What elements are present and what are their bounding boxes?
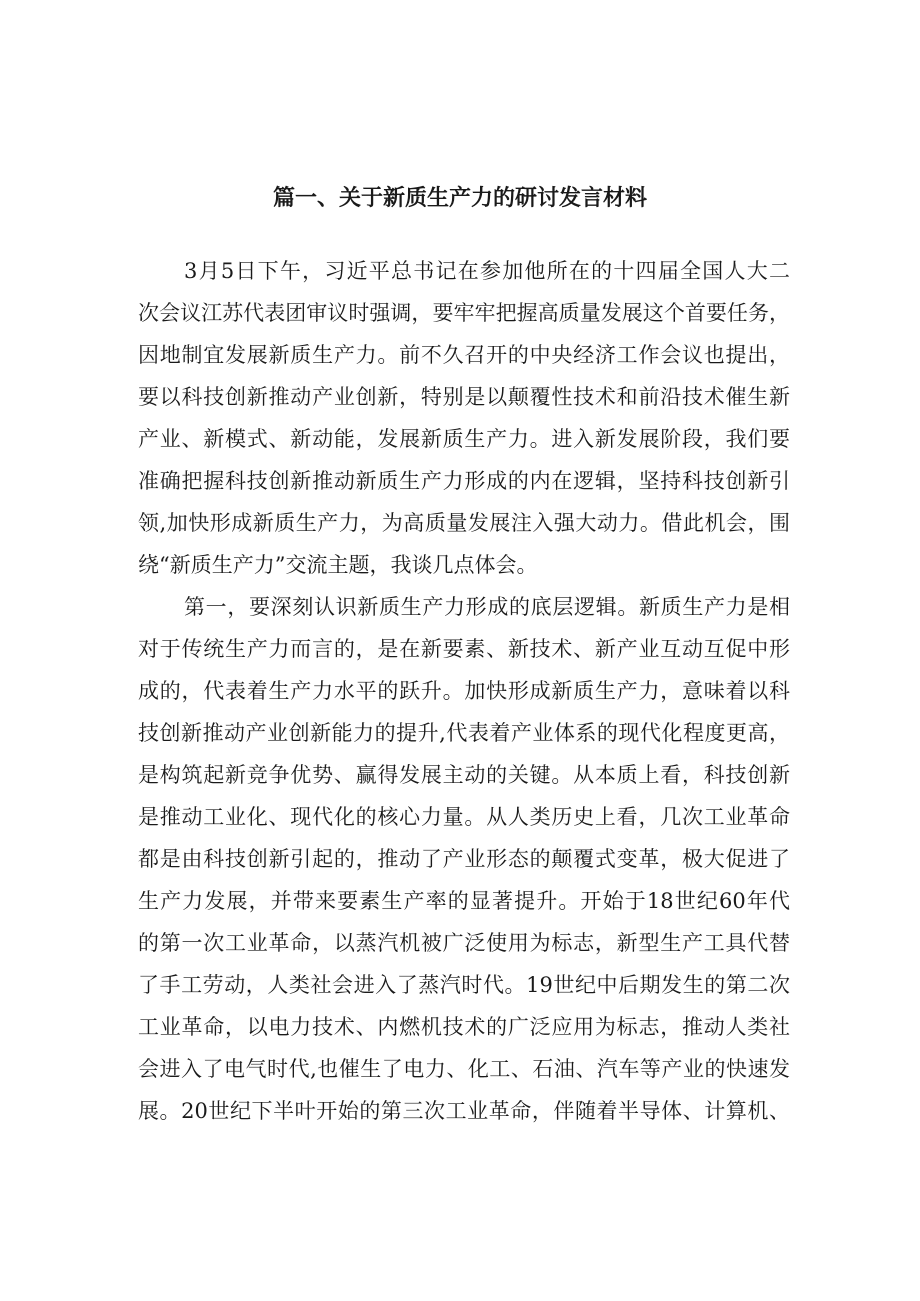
- text-line: 绕“新质生产力”交流主题，我谈几点体会。: [138, 553, 538, 577]
- text-line: 次会议江苏代表团审议时强调，要牢牢把握高质量发展这个首要任务，: [138, 301, 790, 325]
- text-line: 成的，代表着生产力水平的跃升。加快形成新质生产力，意味着以科: [138, 679, 790, 703]
- text-line: 领,加快形成新质生产力，为高质量发展注入强大动力。借此机会，围: [138, 511, 790, 535]
- text-line: 因地制宜发展新质生产力。前不久召开的中央经济工作会议也提出，: [138, 343, 790, 367]
- text-line: 产业、新模式、新动能，发展新质生产力。进入新发展阶段，我们要: [138, 427, 790, 451]
- text-line: 都是由科技创新引起的，推动了产业形态的颠覆式变革，极大促进了: [138, 847, 790, 871]
- text-line: 是构筑起新竞争优势、赢得发展主动的关键。从本质上看，科技创新: [138, 763, 790, 787]
- text-line: 技创新推动产业创新能力的提升,代表着产业体系的现代化程度更高，: [138, 721, 790, 745]
- text-line: 会进入了电气时代,也催生了电力、化工、石油、汽车等产业的快速发: [138, 1057, 790, 1081]
- text-line: 展。20世纪下半叶开始的第三次工业革命，伴随着半导体、计算机、: [138, 1099, 790, 1123]
- text-line: 准确把握科技创新推动新质生产力形成的内在逻辑，坚持科技创新引: [138, 469, 790, 493]
- text-line: 是推动工业化、现代化的核心力量。从人类历史上看，几次工业革命: [138, 805, 790, 829]
- document-title: 篇一、关于新质生产力的研讨发言材料: [272, 186, 647, 211]
- text-line: 对于传统生产力而言的，是在新要素、新技术、新产业互动互促中形: [138, 637, 790, 661]
- text-line: 工业革命，以电力技术、内燃机技术的广泛应用为标志，推动人类社: [138, 1015, 790, 1039]
- text-line: 要以科技创新推动产业创新，特别是以颠覆性技术和前沿技术催生新: [138, 385, 790, 409]
- text-line: 了手工劳动，人类社会进入了蒸汽时代。19世纪中后期发生的第二次: [138, 973, 790, 997]
- text-line: 3月5日下午，习近平总书记在参加他所在的十四届全国人大二: [184, 259, 790, 283]
- text-line: 第一，要深刻认识新质生产力形成的底层逻辑。新质生产力是相: [184, 595, 790, 619]
- text-line: 的第一次工业革命，以蒸汽机被广泛使用为标志，新型生产工具代替: [138, 931, 790, 955]
- text-line: 生产力发展，并带来要素生产率的显著提升。开始于18世纪60年代: [138, 889, 790, 913]
